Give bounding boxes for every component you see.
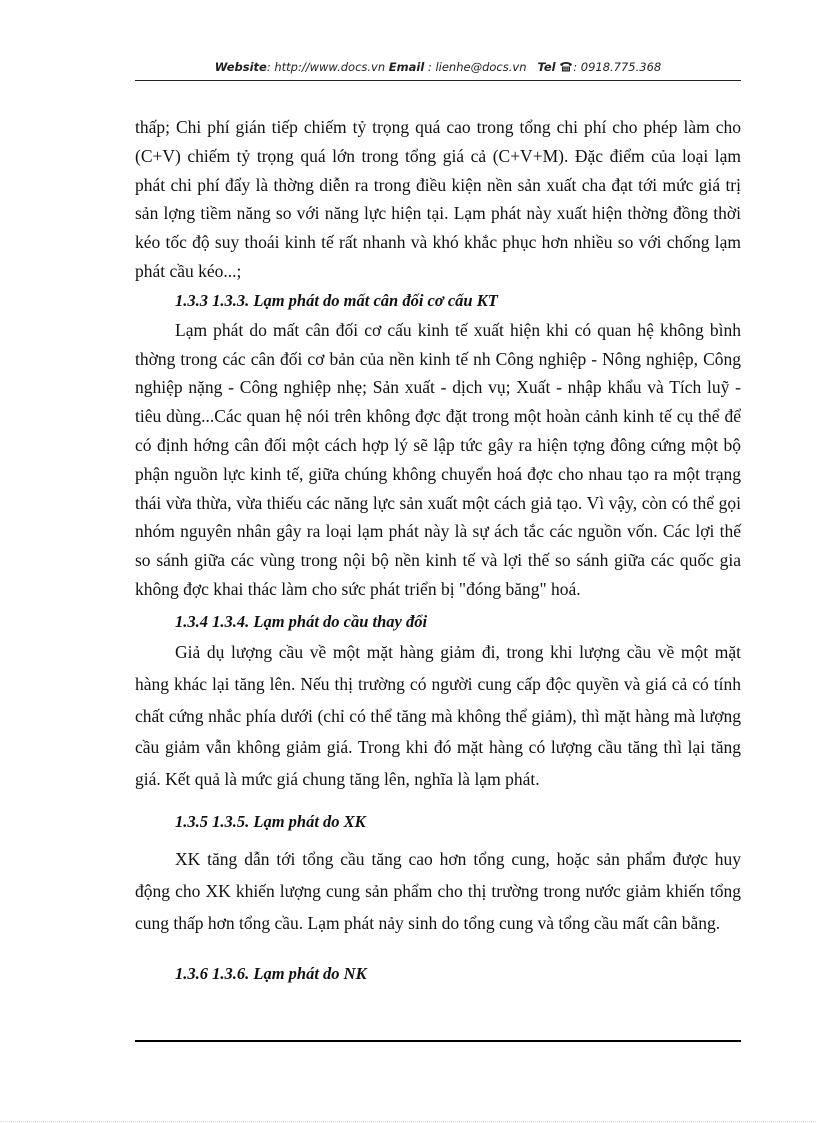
section-heading-1-3-4: 1.3.4 1.3.4. Lạm phát do cầu thay đổi: [175, 611, 428, 631]
tel-number: : 0918.775.368: [573, 60, 662, 74]
telephone-icon: [559, 61, 573, 72]
footer-divider: [135, 1040, 741, 1042]
email-label: Email: [388, 60, 425, 74]
page-header: [135, 60, 741, 74]
paragraph-export: XK tăng dẫn tới tổng cầu tăng cao hơn tổng cung, hoặc sản phẩm được huy động cho XK khiến lượng cung sản phẩm cho thị trường trong nước giảm khiến tổng cung thấp hơn tổng cầu. Lạm phát nảy sinh do tổng cung và tổng cầu mất cân bằng.: [135, 849, 741, 934]
website-url[interactable]: : http://www.docs.vn: [266, 60, 386, 74]
page-bottom-border: [0, 1121, 816, 1122]
section-heading-1-3-5: 1.3.5 1.3.5. Lạm phát do XK: [175, 812, 366, 832]
paragraph-structural-imbalance: Lạm phát do mất cân đối cơ cấu kinh tế xuất hiện khi có quan hệ không bình thờng trong các cân đối cơ bản của nền kinh tế nh Công nghiệp - Nông nghiệp, Công nghiệp nặng - Công nghiệp nhẹ; Sản xuất - dịch vụ; Xuất - nhập khẩu và Tích luỹ - tiêu dùng...Các quan hệ nói trên không đợc đặt trong một hoàn cảnh kinh tế cụ thể để có định hớng cân đối một cách hợp lý sẽ lập tức gây ra hiện tợng đông cứng một bộ phận nguồn lực kinh tế, giữa chúng không chuyển hoá đợc cho nhau tạo ra một trạng thái vừa thừa, vừa thiếu các năng lực sản xuất một cách giả tạo. Vì vậy, còn có thể gọi nhóm nguyên nhân gây ra loại lạm phát này là sự ách tắc các nguồn vốn. Các lợi thế so sánh giữa các vùng trong nội bộ nền kinh tế và lợi thế so sánh giữa các quốc gia không đợc khai thác làm cho sức phát triển bị "đóng băng" hoá.: [135, 319, 741, 599]
header-divider: [135, 80, 741, 81]
website-label: Website: [214, 60, 267, 74]
paragraph-cost-push: thấp; Chi phí gián tiếp chiếm tỷ trọng quá cao trong tổng chi phí cho phép làm cho (C+V) chiếm tỷ trọng quá lớn trong tổng giá cả (C+V+M). Đặc điểm của loại lạm phát chi phí đẩy là thờng diễn ra trong điều kiện nền sản xuất cha đạt tới mức giá trị sản lợng tiềm năng so với năng lực hiện tại. Lạm phát này xuất hiện thờng đồng thời kéo tốc độ suy thoái kinh tế rất nhanh và khó khắc phục hơn nhiều so với chống lạm phát cầu kéo...;: [135, 117, 741, 281]
tel-label: Tel: [537, 60, 556, 74]
email-address[interactable]: : lienhe@docs.vn: [424, 60, 527, 74]
paragraph-demand-shift: Giả dụ lượng cầu về một mặt hàng giảm đi, trong khi lượng cầu về một mặt hàng khác lại tăng lên. Nếu thị trường có người cung cấp độc quyền và giá cả có tính chất cứng nhắc phía dưới (chỉ có thể tăng mà không thể giảm), thì mặt hàng mà lượng cầu giảm vẫn không giảm giá. Trong khi đó mặt hàng có lượng cầu tăng thì lại tăng giá. Kết quả là mức giá chung tăng lên, nghĩa là lạm phát.: [135, 641, 741, 790]
section-heading-1-3-3: 1.3.3 1.3.3. Lạm phát do mất cân đối cơ cấu KT: [175, 290, 498, 310]
document-body: [135, 113, 741, 996]
section-heading-1-3-6: 1.3.6 1.3.6. Lạm phát do NK: [175, 964, 367, 983]
